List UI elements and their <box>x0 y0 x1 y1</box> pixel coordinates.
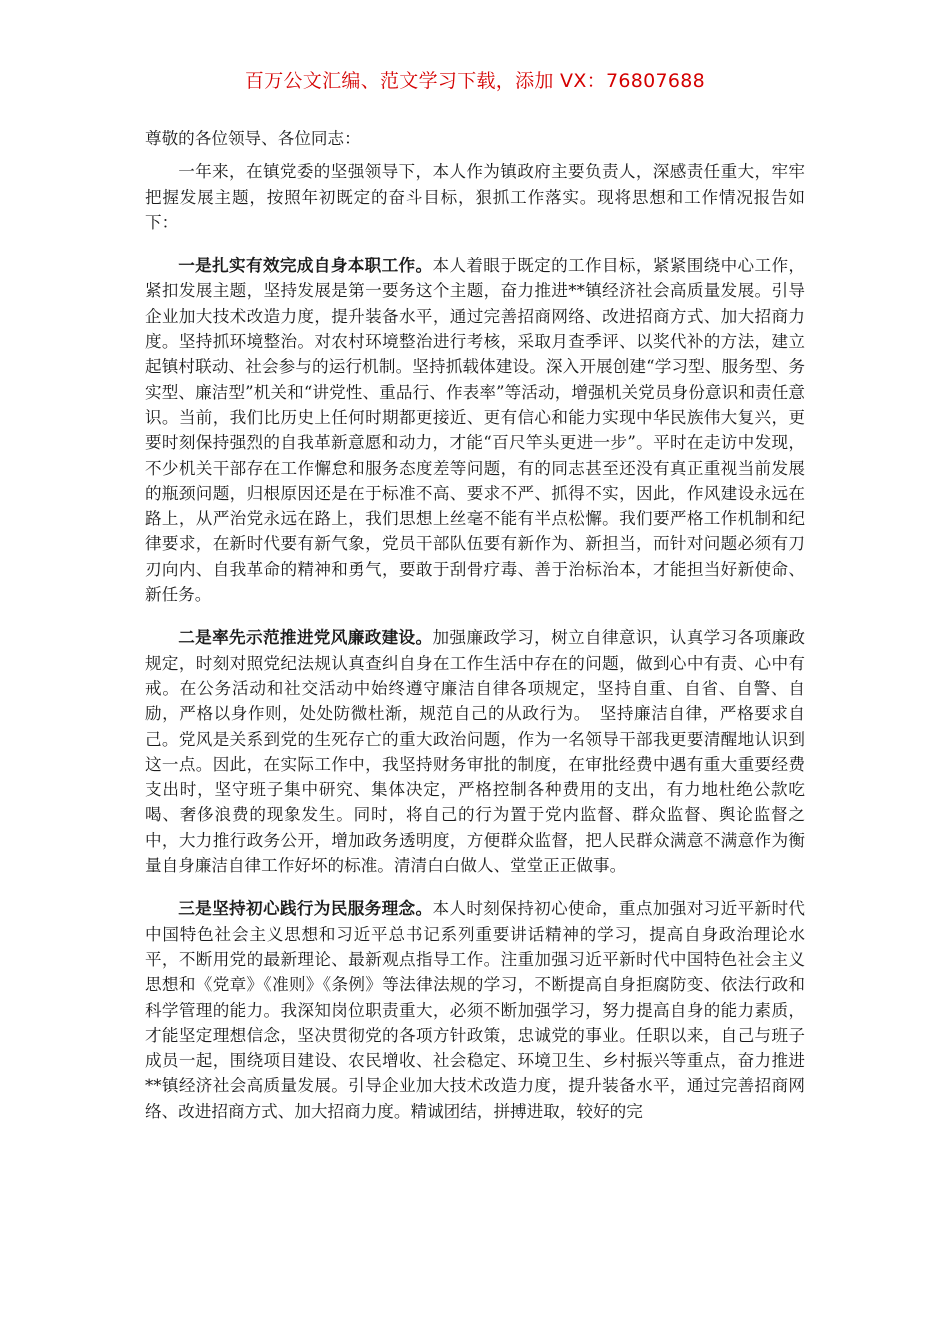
salutation: 尊敬的各位领导、各位同志： <box>145 129 361 148</box>
header-banner: 百万公文汇编、范文学习下载，添加 VX：76807688 <box>244 70 706 92</box>
section-paragraph-1 <box>145 253 805 607</box>
document-body <box>145 126 805 1133</box>
section-heading-1: 一是扎实有效完成自身本职工作。 <box>178 255 433 276</box>
section-body-2: 加强廉政学习，树立自律意识，认真学习各项廉政规定，时刻对照党纪法规认真查纠自身在工作生活中存在的问题，做到心中有责、心中有戒。在公务活动和社交活动中始终遵守廉洁自律各项规定，坚持自重、自省、自警、自励，严格以身作则，处处防微杜渐，规范自己的从政行为。 坚持廉洁自律，严格要求自己。党风是关系到党的生死存亡的重大政治问题，作为一名领导干部我更要清醒地认识到这一点。因此，在实际工作中，我坚持财务审批的制度，在审批经费中遇有重大重要经费支出时，坚守班子集中研究、集体决定，严格控制各种费用的支出，有力地杜绝公款吃喝、奢侈浪费的现象发生。同时，将自己的行为置于党内监督、群众监督、舆论监督之中，大力推行政务公开，增加政务透明度，方便群众监督，把人民群众满意不满意作为衡量自身廉洁自律工作好坏的标准。清清白白做人、堂堂正正做事。 <box>145 628 806 876</box>
intro-paragraph: 一年来，在镇党委的坚强领导下，本人作为镇政府主要负责人，深感责任重大，牢牢把握发展主题，按照年初既定的奋斗目标，狠抓工作落实。现将思想和工作情况报告如下： <box>145 162 805 232</box>
section-paragraph-3 <box>145 896 805 1124</box>
section-heading-3: 三是坚持初心践行为民服务理念。 <box>178 898 433 919</box>
section-body-3: 本人时刻保持初心使命，重点加强对习近平新时代中国特色社会主义思想和习近平总书记系列重要讲话精神的学习，提高自身政治理论水平，不断用党的最新理论、最新观点指导工作。注重加强习近平新时代中国特色社会主义思想和《党章》《准则》《条例》等法律法规的学习，不断提高自身拒腐防变、依法行政和科学管理的能力。我深知岗位职责重大，必须不断加强学习，努力提高自身的能力素质，才能坚定理想信念，坚决贯彻党的各项方针政策，忠诚党的事业。任职以来，自己与班子成员一起，围绕项目建设、农民增收、社会稳定、环境卫生、乡村振兴等重点，奋力推进**镇经济社会高质量发展。引导企业加大技术改造力度，提升装备水平，通过完善招商网络、改进招商方式、加大招商力度。精诚团结，拼搏进取，较好的完 <box>145 899 806 1121</box>
section-heading-2: 二是率先示范推进党风廉政建设。 <box>178 627 433 648</box>
section-body-1: 本人着眼于既定的工作目标，紧紧围绕中心工作，紧扣发展主题，坚持发展是第一要务这个主题，奋力推进**镇经济社会高质量发展。引导企业加大技术改造力度，提升装备水平，通过完善招商网络、改进招商方式、加大招商力度。坚持抓环境整治。对农村环境整治进行考核，采取月查季评、以奖代补的方法，建立起镇村联动、社会参与的运行机制。坚持抓载体建设。深入开展创建“学习型、服务型、务实型、廉洁型”机关和“讲党性、重品行、作表率”等活动，增强机关党员身份意识和责任意识。当前，我们比历史上任何时期都更接近、更有信心和能力实现中华民族伟大复兴，更要时刻保持强烈的自我革新意愿和动力，才能“百尺竿头更进一步”。平时在走访中发现，不少机关干部存在工作懈怠和服务态度差等问题，有的同志甚至还没有真正重视当前发展的瓶颈问题，归根原因还是在于标准不高、要求不严、抓得不实，因此，作风建设永远在路上，从严治党永远在路上，我们思想上丝毫不能有半点松懈。我们要严格工作机制和纪律要求，在新时代要有新气象，党员干部队伍要有新作为、新担当，而针对问题必须有刀刃向内、自我革命的精神和勇气，要敢于刮骨疗毒、善于治标治本，才能担当好新使命、新任务。 <box>145 256 806 605</box>
section-paragraph-2 <box>145 625 805 878</box>
